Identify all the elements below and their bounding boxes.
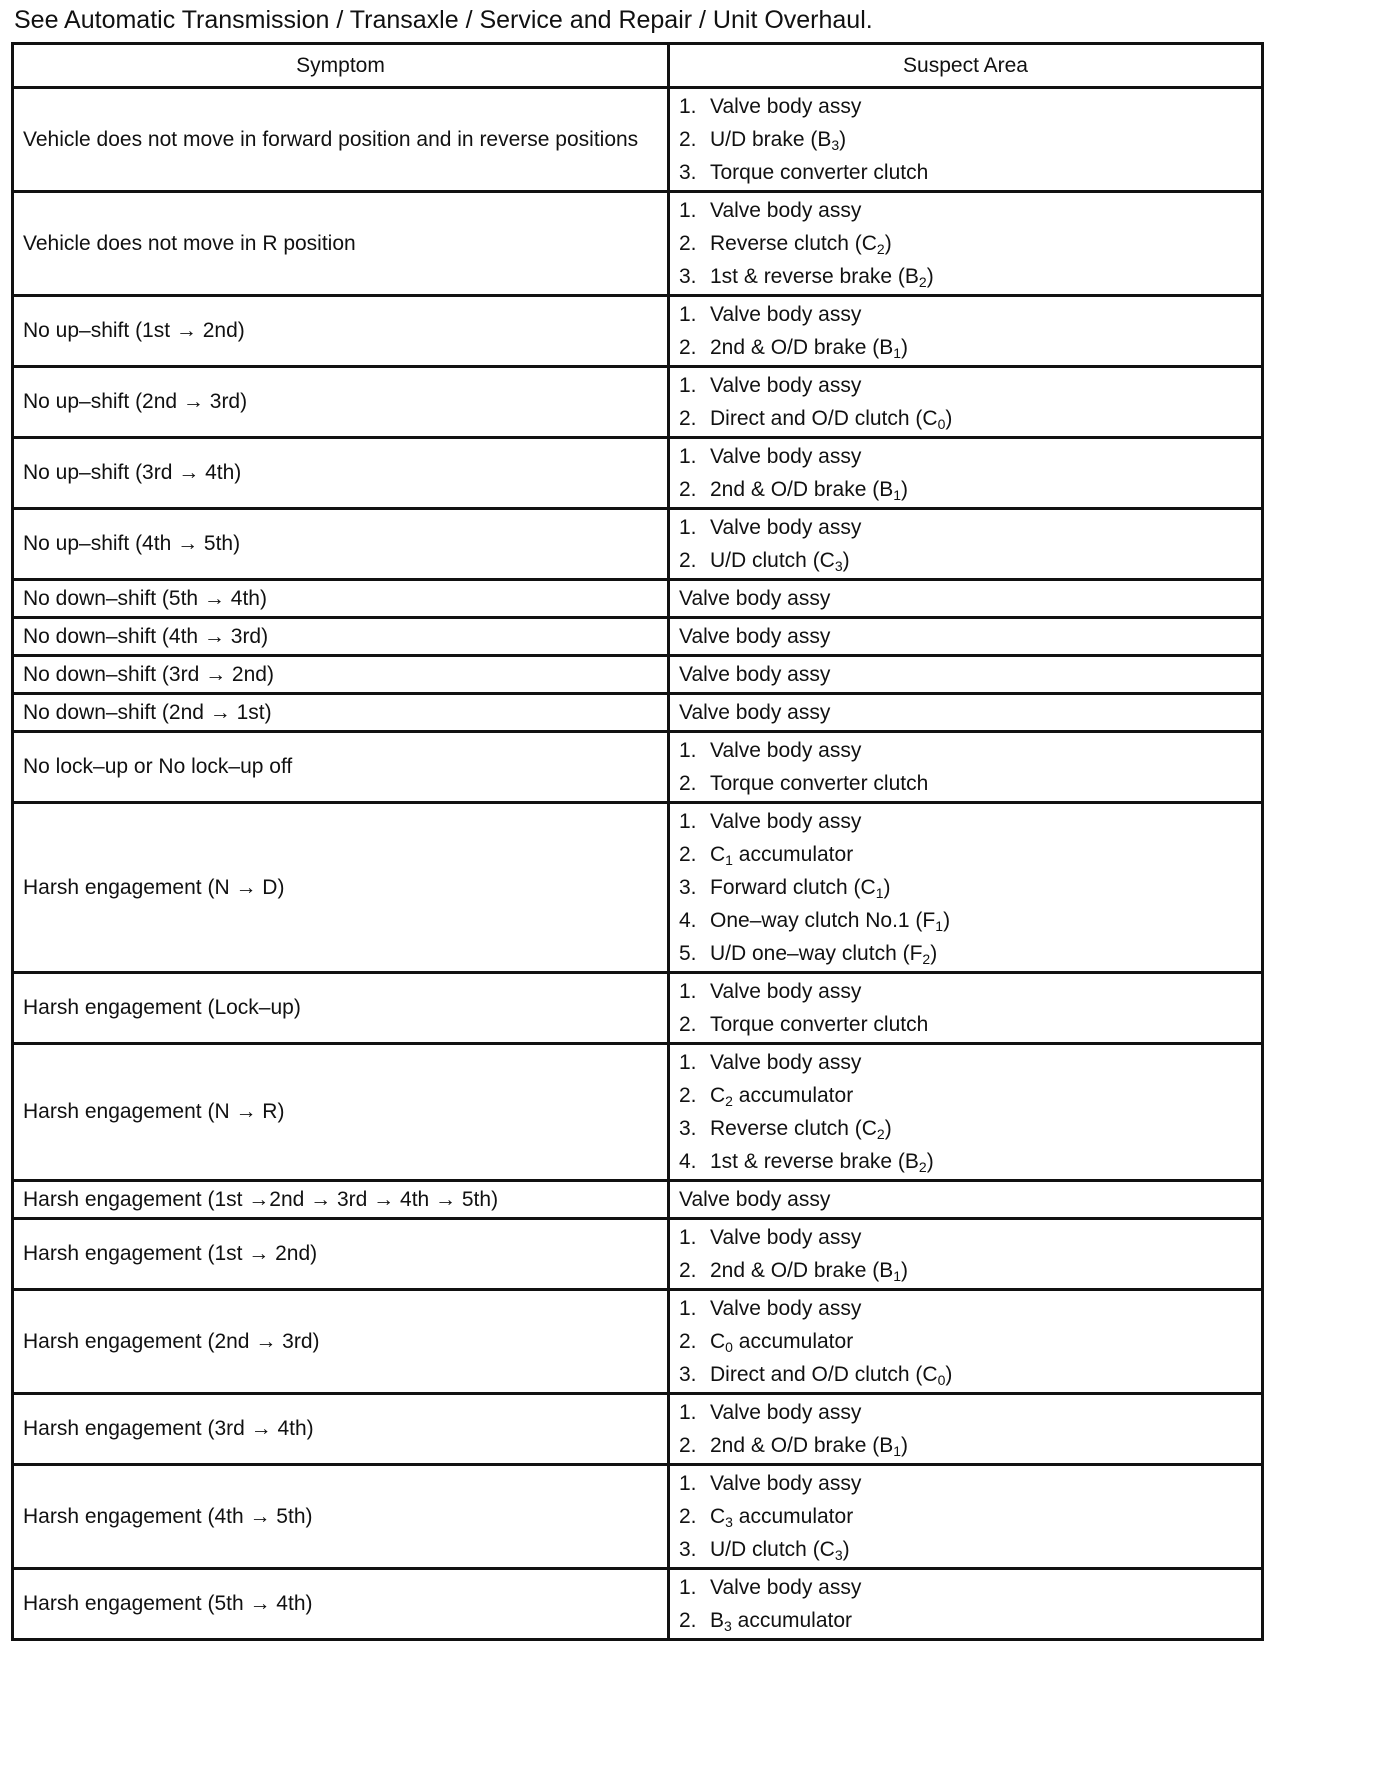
symptom-cell: Vehicle does not move in forward position and in reverse positions <box>13 88 669 192</box>
item-number: 4. <box>679 1150 697 1173</box>
suspect-area-cell <box>669 192 1263 296</box>
table-row <box>13 1394 1263 1465</box>
item-text: Torque converter clutch <box>710 161 929 184</box>
item-text: Valve body assy <box>710 1226 862 1249</box>
suspect-area-item <box>679 1046 1261 1079</box>
item-subscript: 0 <box>937 1372 946 1388</box>
suspect-area-item <box>679 1571 1261 1604</box>
item-text: Reverse clutch (C <box>710 1117 877 1140</box>
item-text: Valve body assy <box>710 303 862 326</box>
item-text: U/D clutch (C <box>710 1538 835 1561</box>
suspect-area-item <box>679 838 1261 871</box>
suspect-area-item <box>679 767 1261 800</box>
item-text: 2nd & O/D brake (B <box>710 1434 894 1457</box>
item-text: C <box>710 1330 726 1353</box>
suspect-area-cell <box>669 367 1263 438</box>
item-text-suffix: ) <box>842 1538 850 1561</box>
item-subscript: 2 <box>876 1126 885 1142</box>
table-row <box>13 1465 1263 1569</box>
table-row <box>13 367 1263 438</box>
item-text: One–way clutch No.1 (F <box>710 909 936 932</box>
suspect-area-cell <box>669 88 1263 192</box>
item-number: 1. <box>679 980 697 1003</box>
item-text: Valve body assy <box>710 1297 862 1320</box>
suspect-area-item <box>679 1500 1261 1533</box>
suspect-area-item <box>679 620 1261 653</box>
symptom-cell: Harsh engagement (N → R) <box>13 1044 669 1181</box>
item-number: 2. <box>679 772 697 795</box>
suspect-area-item <box>679 696 1261 729</box>
symptom-cell: Harsh engagement (1st →2nd → 3rd → 4th → 5th) <box>13 1181 669 1219</box>
symptom-cell: No down–shift (3rd → 2nd) <box>13 656 669 694</box>
suspect-area-cell <box>669 296 1263 367</box>
item-number: 1. <box>679 199 697 222</box>
item-subscript: 3 <box>725 1514 733 1530</box>
symptom-cell: Harsh engagement (5th → 4th) <box>13 1569 669 1640</box>
suspect-area-cell <box>669 509 1263 580</box>
suspect-area-item <box>679 298 1261 331</box>
item-number: 1. <box>679 1401 697 1424</box>
suspect-area-item <box>679 511 1261 544</box>
item-text: Reverse clutch (C <box>710 232 877 255</box>
item-number: 4. <box>679 909 697 932</box>
item-text-suffix: ) <box>930 942 938 965</box>
suspect-area-item <box>679 1325 1261 1358</box>
item-number: 1. <box>679 810 697 833</box>
suspect-area-item <box>679 331 1261 364</box>
item-text: Valve body assy <box>710 374 862 397</box>
item-text: Valve body assy <box>710 739 862 762</box>
item-number: 1. <box>679 1297 697 1320</box>
item-number: 1. <box>679 739 697 762</box>
item-subscript: 1 <box>893 1443 902 1459</box>
item-subscript: 3 <box>724 1618 732 1634</box>
symptom-cell: Harsh engagement (Lock–up) <box>13 973 669 1044</box>
item-number: 2. <box>679 843 697 866</box>
item-number: 3. <box>679 876 697 899</box>
item-text-suffix: accumulator <box>732 843 854 866</box>
suspect-area-item <box>679 90 1261 123</box>
symptom-cell: No up–shift (2nd → 3rd) <box>13 367 669 438</box>
item-subscript: 1 <box>893 1268 902 1284</box>
suspect-area-cell <box>669 438 1263 509</box>
item-text: U/D clutch (C <box>710 549 835 572</box>
suspect-area-cell <box>669 1290 1263 1394</box>
suspect-area-cell <box>669 803 1263 973</box>
symptom-cell: No up–shift (1st → 2nd) <box>13 296 669 367</box>
item-subscript: 3 <box>831 137 840 153</box>
suspect-area-item <box>679 1533 1261 1566</box>
item-subscript: 2 <box>725 1093 733 1109</box>
table-row <box>13 580 1263 618</box>
item-text: 2nd & O/D brake (B <box>710 1259 894 1282</box>
item-text-suffix: ) <box>901 1259 909 1282</box>
item-text-suffix: ) <box>901 336 909 359</box>
item-number: 2. <box>679 1330 697 1353</box>
item-number: 2. <box>679 1013 697 1036</box>
page-caption: See Automatic Transmission / Transaxle / Service and Repair / Unit Overhaul. <box>14 6 873 34</box>
table-row <box>13 694 1263 732</box>
suspect-area-cell <box>669 1044 1263 1181</box>
item-text: U/D brake (B <box>710 128 832 151</box>
item-number: 3. <box>679 161 697 184</box>
item-text-suffix: ) <box>884 1117 892 1140</box>
item-text: Direct and O/D clutch (C <box>710 1363 938 1386</box>
item-text: C <box>710 1505 726 1528</box>
item-subscript: 0 <box>937 416 946 432</box>
suspect-area-cell <box>669 1569 1263 1640</box>
item-number: 2. <box>679 549 697 572</box>
suspect-area-item <box>679 1254 1261 1287</box>
item-text-suffix: ) <box>945 1363 953 1386</box>
item-text: U/D one–way clutch (F <box>710 942 923 965</box>
suspect-area-cell <box>669 1465 1263 1569</box>
suspect-area-item <box>679 658 1261 691</box>
item-number: 2. <box>679 1084 697 1107</box>
symptom-cell: No down–shift (2nd → 1st) <box>13 694 669 732</box>
item-text: Torque converter clutch <box>710 1013 929 1036</box>
item-number: 1. <box>679 1226 697 1249</box>
symptom-cell: No up–shift (4th → 5th) <box>13 509 669 580</box>
suspect-area-cell <box>669 732 1263 803</box>
item-text-suffix: ) <box>901 478 909 501</box>
suspect-area-item <box>679 1358 1261 1391</box>
item-text-suffix: ) <box>842 549 850 572</box>
table-row <box>13 618 1263 656</box>
item-text: Forward clutch (C <box>710 876 876 899</box>
item-text-suffix: accumulator <box>732 1330 854 1353</box>
suspect-area-cell <box>669 973 1263 1044</box>
item-subscript: 3 <box>834 1547 843 1563</box>
item-text: B <box>710 1609 725 1632</box>
item-subscript: 1 <box>725 852 733 868</box>
suspect-area-item <box>679 402 1261 435</box>
symptom-cell: Harsh engagement (4th → 5th) <box>13 1465 669 1569</box>
item-text-suffix: ) <box>884 232 892 255</box>
item-number: 1. <box>679 374 697 397</box>
item-subscript: 2 <box>918 274 927 290</box>
item-text: 2nd & O/D brake (B <box>710 336 894 359</box>
suspect-area-item <box>679 734 1261 767</box>
table-row <box>13 1181 1263 1219</box>
table-row <box>13 1219 1263 1290</box>
item-text: Direct and O/D clutch (C <box>710 407 938 430</box>
item-subscript: 1 <box>935 918 944 934</box>
suspect-area-item <box>679 1079 1261 1112</box>
item-text-suffix: ) <box>901 1434 909 1457</box>
item-text: Valve body assy <box>710 445 862 468</box>
item-text-suffix: ) <box>926 265 934 288</box>
item-text: Valve body assy <box>710 199 862 222</box>
item-number: 1. <box>679 516 697 539</box>
item-text: Valve body assy <box>679 625 831 648</box>
item-text: Valve body assy <box>710 95 862 118</box>
suspect-area-item <box>679 1221 1261 1254</box>
item-subscript: 1 <box>875 885 884 901</box>
item-text-suffix: ) <box>945 407 953 430</box>
item-subscript: 2 <box>918 1159 927 1175</box>
suspect-area-item <box>679 156 1261 189</box>
item-text: Valve body assy <box>710 980 862 1003</box>
suspect-area-cell <box>669 656 1263 694</box>
item-text-suffix: ) <box>883 876 891 899</box>
item-text-suffix: ) <box>943 909 951 932</box>
table-row <box>13 656 1263 694</box>
item-number: 3. <box>679 1363 697 1386</box>
item-text-suffix: ) <box>839 128 847 151</box>
suspect-area-item <box>679 1604 1261 1637</box>
symptom-cell: No down–shift (4th → 3rd) <box>13 618 669 656</box>
table-row <box>13 803 1263 973</box>
column-header-symptom: Symptom <box>13 44 669 88</box>
table-body <box>13 88 1263 1640</box>
table-row <box>13 973 1263 1044</box>
suspect-area-item <box>679 473 1261 506</box>
symptom-cell: No up–shift (3rd → 4th) <box>13 438 669 509</box>
suspect-area-cell <box>669 694 1263 732</box>
suspect-area-item <box>679 440 1261 473</box>
item-text: Valve body assy <box>679 663 831 686</box>
suspect-area-item <box>679 1292 1261 1325</box>
item-number: 2. <box>679 232 697 255</box>
table-row <box>13 438 1263 509</box>
table-row <box>13 509 1263 580</box>
item-number: 2. <box>679 1259 697 1282</box>
item-number: 1. <box>679 95 697 118</box>
item-text: Valve body assy <box>679 587 831 610</box>
item-text: Valve body assy <box>679 1188 831 1211</box>
suspect-area-cell <box>669 618 1263 656</box>
suspect-area-item <box>679 369 1261 402</box>
suspect-area-cell <box>669 1181 1263 1219</box>
item-text: C <box>710 843 726 866</box>
suspect-area-item <box>679 194 1261 227</box>
suspect-area-item <box>679 1467 1261 1500</box>
item-text: C <box>710 1084 726 1107</box>
table-row <box>13 732 1263 803</box>
item-text-suffix: accumulator <box>731 1609 853 1632</box>
item-subscript: 3 <box>834 558 843 574</box>
item-number: 2. <box>679 1434 697 1457</box>
symptom-cell: Vehicle does not move in R position <box>13 192 669 296</box>
item-text: Valve body assy <box>710 1576 862 1599</box>
item-number: 1. <box>679 1576 697 1599</box>
item-number: 1. <box>679 1051 697 1074</box>
suspect-area-item <box>679 1429 1261 1462</box>
suspect-area-item <box>679 871 1261 904</box>
suspect-area-item <box>679 1112 1261 1145</box>
item-text: Valve body assy <box>710 516 862 539</box>
item-text: Valve body assy <box>710 1401 862 1424</box>
item-subscript: 1 <box>893 487 902 503</box>
suspect-area-cell <box>669 580 1263 618</box>
item-number: 2. <box>679 407 697 430</box>
item-number: 5. <box>679 942 697 965</box>
troubleshooting-table <box>11 42 1264 1641</box>
suspect-area-item <box>679 260 1261 293</box>
item-text-suffix: accumulator <box>732 1505 854 1528</box>
table-row <box>13 1569 1263 1640</box>
suspect-area-cell <box>669 1219 1263 1290</box>
item-text: 1st & reverse brake (B <box>710 1150 919 1173</box>
item-text: Valve body assy <box>710 1051 862 1074</box>
item-text: Torque converter clutch <box>710 772 929 795</box>
symptom-cell: Harsh engagement (1st → 2nd) <box>13 1219 669 1290</box>
item-text-suffix: ) <box>926 1150 934 1173</box>
table-row <box>13 296 1263 367</box>
suspect-area-item <box>679 1396 1261 1429</box>
symptom-cell: Harsh engagement (2nd → 3rd) <box>13 1290 669 1394</box>
item-text: Valve body assy <box>710 810 862 833</box>
item-number: 2. <box>679 128 697 151</box>
item-text-suffix: accumulator <box>732 1084 854 1107</box>
suspect-area-item <box>679 582 1261 615</box>
symptom-cell: Harsh engagement (N → D) <box>13 803 669 973</box>
symptom-cell: No lock–up or No lock–up off <box>13 732 669 803</box>
item-number: 3. <box>679 265 697 288</box>
item-text: Valve body assy <box>679 701 831 724</box>
item-subscript: 2 <box>922 951 931 967</box>
item-text: Valve body assy <box>710 1472 862 1495</box>
table-row <box>13 192 1263 296</box>
item-number: 1. <box>679 303 697 326</box>
item-number: 2. <box>679 1609 697 1632</box>
item-subscript: 2 <box>876 241 885 257</box>
item-number: 1. <box>679 445 697 468</box>
item-subscript: 0 <box>725 1339 733 1355</box>
column-header-suspect-area: Suspect Area <box>669 44 1263 88</box>
item-number: 3. <box>679 1538 697 1561</box>
suspect-area-item <box>679 1008 1261 1041</box>
table-row <box>13 88 1263 192</box>
suspect-area-item <box>679 1183 1261 1216</box>
item-number: 1. <box>679 1472 697 1495</box>
suspect-area-item <box>679 123 1261 156</box>
item-number: 3. <box>679 1117 697 1140</box>
item-number: 2. <box>679 1505 697 1528</box>
item-subscript: 1 <box>893 345 902 361</box>
symptom-cell: Harsh engagement (3rd → 4th) <box>13 1394 669 1465</box>
suspect-area-item <box>679 544 1261 577</box>
table-row <box>13 1290 1263 1394</box>
suspect-area-item <box>679 1145 1261 1178</box>
suspect-area-item <box>679 805 1261 838</box>
table-row <box>13 1044 1263 1181</box>
item-number: 2. <box>679 478 697 501</box>
suspect-area-cell <box>669 1394 1263 1465</box>
suspect-area-item <box>679 904 1261 937</box>
symptom-cell: No down–shift (5th → 4th) <box>13 580 669 618</box>
suspect-area-item <box>679 227 1261 260</box>
item-text: 2nd & O/D brake (B <box>710 478 894 501</box>
item-number: 2. <box>679 336 697 359</box>
table-header-row <box>13 44 1263 88</box>
suspect-area-item <box>679 975 1261 1008</box>
suspect-area-item <box>679 937 1261 970</box>
item-text: 1st & reverse brake (B <box>710 265 919 288</box>
